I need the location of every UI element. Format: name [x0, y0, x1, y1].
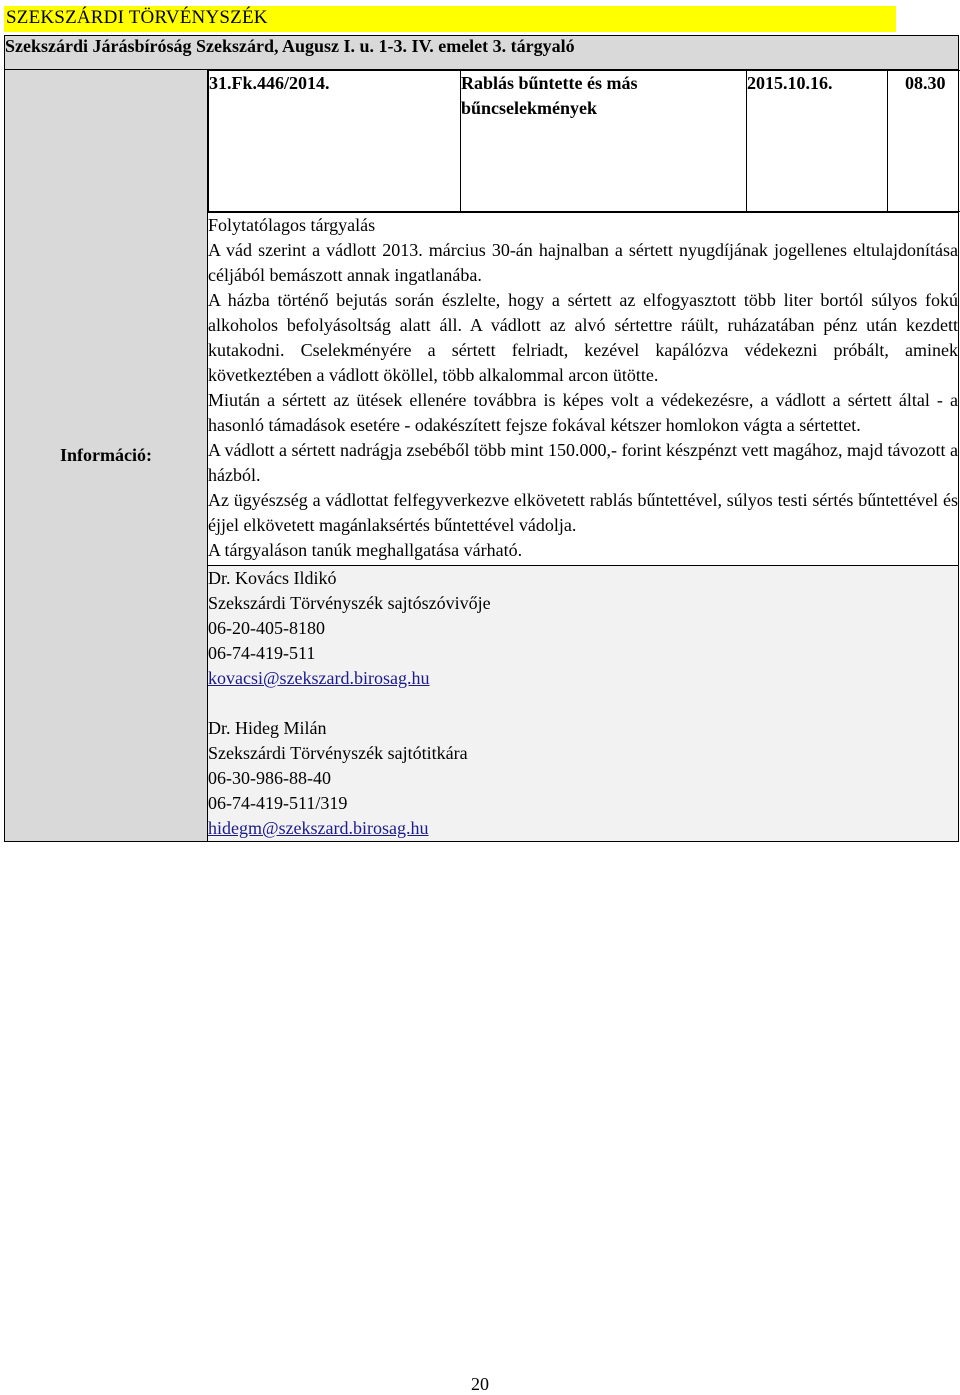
contact-spacer: [208, 691, 958, 716]
court-title: SZEKSZÁRDI TÖRVÉNYSZÉK: [6, 7, 268, 28]
case-offense: Rablás bűntette és más bűncselekmények: [461, 71, 747, 212]
description-paragraph: A vádlott a sértett nadrágja zsebéből több mint 150.000,- forint készpénzt vett magához, majd távozott a házból.: [208, 440, 958, 485]
contact-cell: [208, 566, 959, 842]
description-paragraph: A tárgyaláson tanúk meghallgatása várható.: [208, 540, 523, 560]
contact-card: [208, 566, 958, 691]
venue-row: [5, 36, 959, 70]
case-date: 2015.10.16.: [747, 71, 888, 212]
description-paragraph: A házba történő bejutás során észlelte, hogy a sértett az elfogyasztott több liter bortól súlyos fokú alkoholos befolyásoltság alatt áll. A vádlott az alvó sértettre ráült, ruházatában pénz után kezdett kutakodni. Cselekményére a sértett felriadt, kezével kapálózva védekezni próbált, aminek következtében a vádlott ököllel, több alkalommal arcon ütötte.: [208, 290, 958, 385]
contact-card: [208, 716, 958, 841]
case-number: 31.Fk.446/2014.: [209, 71, 461, 212]
contact-phone: 06-74-419-511/319: [208, 793, 348, 813]
contact-phone: 06-20-405-8180: [208, 618, 325, 638]
description-paragraph: Az ügyészség a vádlottat felfegyverkezve elkövetett rablás bűntettével, súlyos testi sértés bűntettével és éjjel elkövetett magánlaksértés bűntettével vádolja.: [208, 490, 958, 535]
case-details-cell: [208, 70, 959, 213]
contact-title: Szekszárdi Törvényszék sajtószóvivője: [208, 593, 491, 613]
contact-title: Szekszárdi Törvényszék sajtótitkára: [208, 743, 468, 763]
description-paragraph: Miután a sértett az ütések ellenére továbbra is képes volt a védekezésre, a vádlott a sértett által - a hasonló támadások esetére - odakészített fejsze fokával kétszer homlokon vágta a sértettet.: [208, 390, 958, 435]
info-label: [5, 70, 208, 842]
court-title-bar: [4, 6, 896, 32]
info-label-text: Információ:: [60, 445, 152, 465]
contact-email-link[interactable]: hidegm@szekszard.birosag.hu: [208, 818, 429, 838]
contact-name: Dr. Kovács Ildikó: [208, 568, 337, 588]
contact-name: Dr. Hideg Milán: [208, 718, 327, 738]
case-description: [208, 213, 959, 566]
case-row: [5, 70, 959, 213]
contact-phone: 06-30-986-88-40: [208, 768, 331, 788]
hearing-table: [4, 35, 959, 842]
description-paragraph: A vád szerint a vádlott 2013. március 30-án hajnalban a sértett nyugdíjának jogellenes eltulajdonítása céljából bemászott annak ingatlanába.: [208, 240, 958, 285]
contact-phone: 06-74-419-511: [208, 643, 316, 663]
case-details-table: [208, 70, 960, 212]
contact-email-link[interactable]: kovacsi@szekszard.birosag.hu: [208, 668, 430, 688]
case-time: 08.30: [888, 71, 960, 212]
hearing-type: Folytatólagos tárgyalás: [208, 215, 376, 235]
page-number: 20: [471, 1374, 489, 1394]
venue-cell: Szekszárdi Járásbíróság Szekszárd, Augusz I. u. 1-3. IV. emelet 3. tárgyaló: [5, 36, 959, 70]
